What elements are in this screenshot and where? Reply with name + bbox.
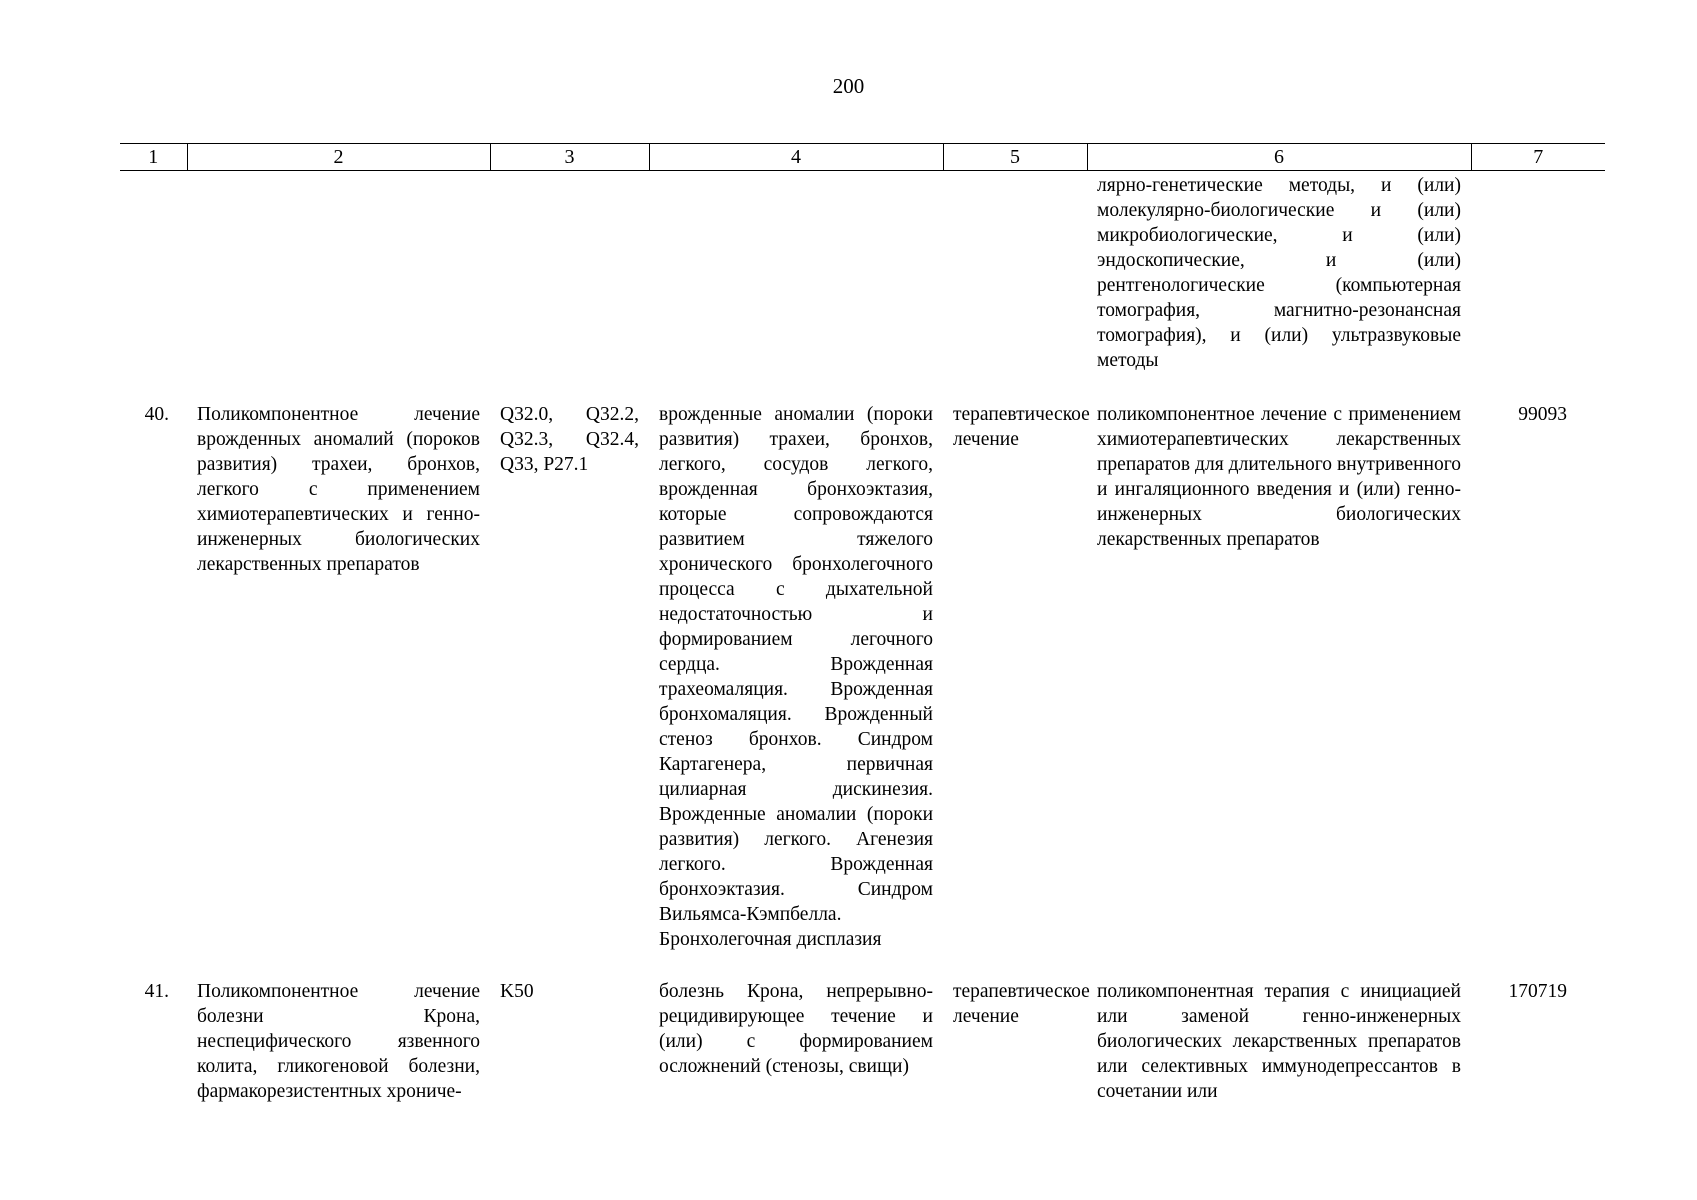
medical-care-table xyxy=(120,143,1605,1104)
treatment-method-cell: лярно-генетические методы, и (или) молекулярно-биологические и (или) микробиологические, и (или) эндоскопические, и (или) рентгенологические (компьютерная томография, магнитно-резонансная томография), и (или) ультразвуковые методы xyxy=(1097,175,1461,371)
table-row xyxy=(120,395,1605,972)
treatment-type-cell: терапевтическое лечение xyxy=(953,981,1090,1027)
care-type-cell xyxy=(187,171,490,396)
cost-cell: 170719 xyxy=(1508,981,1567,1002)
column-header-4: 4 xyxy=(649,144,943,171)
patient-model-cell: болезнь Крона, непрерывно-рецидивирующее течение и (или) с формированием осложнений (стенозы, свищи) xyxy=(659,981,933,1077)
page-number: 200 xyxy=(832,74,865,98)
column-header-6: 6 xyxy=(1087,144,1471,171)
icd-codes-cell xyxy=(490,171,649,396)
treatment-method-cell: поликомпонентная терапия с инициацией или заменой генно-инженерных биологических лекарственных препаратов или селективных иммунодепрессантов в сочетании или xyxy=(1097,981,1461,1102)
patient-model-cell xyxy=(649,171,943,396)
row-number xyxy=(120,171,187,396)
column-header-1: 1 xyxy=(120,144,187,171)
column-header-3: 3 xyxy=(490,144,649,171)
cost-cell xyxy=(1471,171,1605,396)
table-header xyxy=(120,144,1605,171)
table-row-continuation xyxy=(120,171,1605,396)
row-number: 41. xyxy=(144,981,169,1002)
treatment-method-cell: поликомпонентное лечение с применением химиотерапевтических лекарственных препаратов для длительного внутривенного и ингаляционного введения и (или) генно-инженерных биологических лекарственных препаратов xyxy=(1097,404,1461,550)
column-header-7: 7 xyxy=(1471,144,1605,171)
column-header-2: 2 xyxy=(187,144,490,171)
patient-model-cell: врожденные аномалии (пороки развития) трахеи, бронхов, легкого, сосудов легкого, врожденная бронхоэктазия, которые сопровождаются развитием тяжелого хронического бронхолегочного процесса с дыхательной недостаточностью и формированием легочного сердца. Врожденная трахеомаляция. Врожденная бронхомаляция. Врожденный стеноз бронхов. Синдром Картагенера, первичная цилиарная дискинезия. Врожденные аномалии (пороки развития) легкого. Агенезия легкого. Врожденная бронхоэктазия. Синдром Вильямса-Кэмпбелла. Бронхолегочная дисплазия xyxy=(659,404,933,950)
care-type-cell: Поликомпонентное лечение болезни Крона, неспецифического язвенного колита, гликогеновой болезни, фармакорезистентных хрониче- xyxy=(197,981,480,1102)
treatment-type-cell xyxy=(943,171,1087,396)
icd-codes-cell: Q32.0, Q32.2, Q32.3, Q32.4, Q33, P27.1 xyxy=(500,404,639,475)
cost-cell: 99093 xyxy=(1518,404,1567,425)
column-header-5: 5 xyxy=(943,144,1087,171)
table-row xyxy=(120,972,1605,1104)
care-type-cell: Поликомпонентное лечение врожденных аномалий (пороков развития) трахеи, бронхов, легкого с применением химиотерапевтических и генно-инженерных биологических лекарственных препаратов xyxy=(197,404,480,575)
treatment-type-cell: терапевтическое лечение xyxy=(953,404,1090,450)
row-number: 40. xyxy=(144,404,169,425)
icd-codes-cell: K50 xyxy=(500,981,534,1002)
